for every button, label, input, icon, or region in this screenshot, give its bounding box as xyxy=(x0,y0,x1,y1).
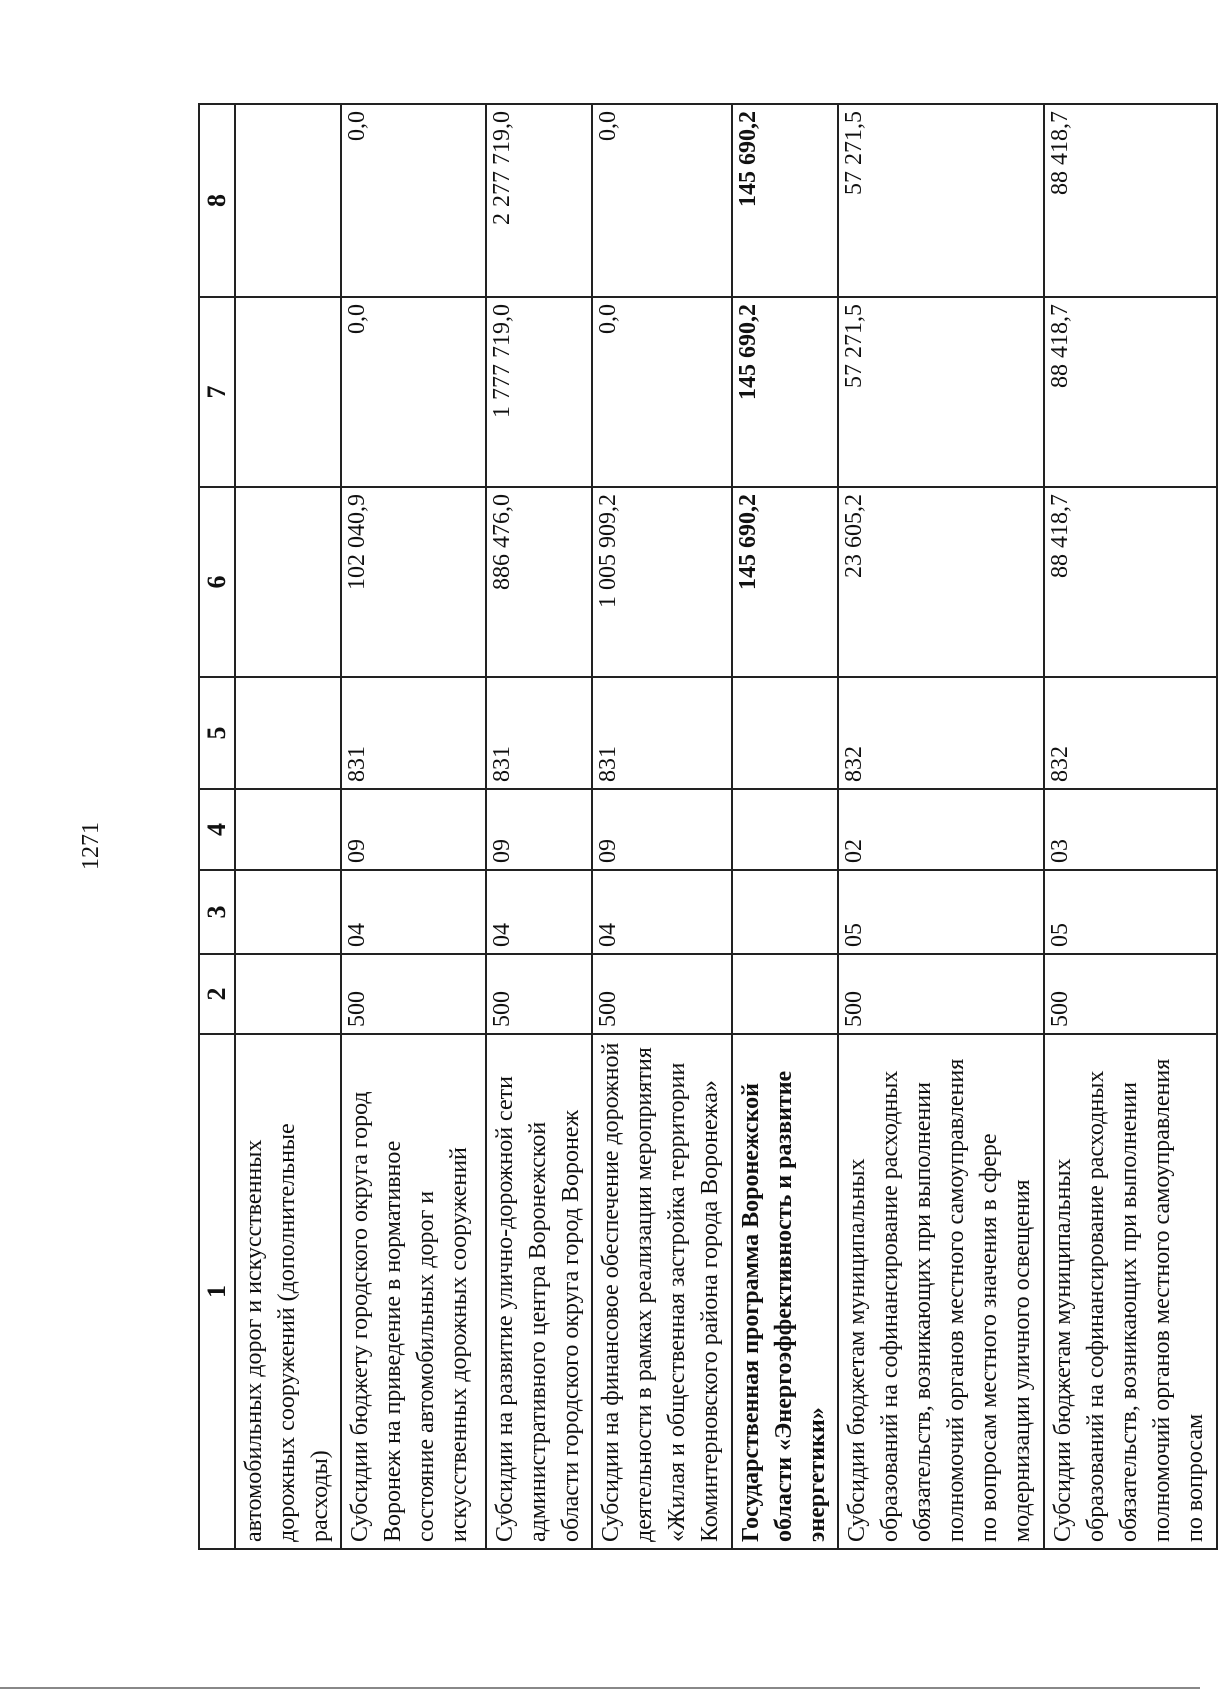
row-col-8: 57 271,5 xyxy=(838,104,1044,297)
row-col-6: 145 690,2 xyxy=(732,487,838,677)
header-col-4: 4 xyxy=(199,789,235,870)
row-col-4: 09 xyxy=(341,789,486,870)
row-col-5 xyxy=(732,677,838,789)
row-col-4: 09 xyxy=(592,789,732,870)
row-col-3 xyxy=(732,870,838,954)
row-col-6: 102 040,9 xyxy=(341,487,486,677)
row-col-5 xyxy=(235,677,341,789)
row-col-6: 886 476,0 xyxy=(486,487,592,677)
row-col-7: 88 418,7 xyxy=(1044,297,1217,487)
row-col-5: 832 xyxy=(1044,677,1217,789)
row-col-4: 09 xyxy=(486,789,592,870)
row-col-7: 0,0 xyxy=(592,297,732,487)
row-name: Субсидии на развитие улично-дорожной сети административного центра Воронежской области городского округа город Воронеж xyxy=(486,1034,592,1549)
row-col-5: 831 xyxy=(341,677,486,789)
row-col-8: 0,0 xyxy=(341,104,486,297)
row-col-4: 03 xyxy=(1044,789,1217,870)
row-col-2: 500 xyxy=(1044,954,1217,1034)
row-col-7: 0,0 xyxy=(341,297,486,487)
row-col-3: 04 xyxy=(592,870,732,954)
table-row xyxy=(341,104,486,1549)
row-col-6: 23 605,2 xyxy=(838,487,1044,677)
table-row xyxy=(486,104,592,1549)
row-col-3 xyxy=(235,870,341,954)
row-col-2: 500 xyxy=(486,954,592,1034)
header-col-6: 6 xyxy=(199,487,235,677)
row-col-8: 145 690,2 xyxy=(732,104,838,297)
budget-table-rotated xyxy=(198,105,1218,1550)
row-name: автомобильных дорог и искусственных дорожных сооружений (дополнительные расходы) xyxy=(235,1034,341,1549)
row-col-5: 832 xyxy=(838,677,1044,789)
row-col-2: 500 xyxy=(592,954,732,1034)
row-col-8: 88 418,7 xyxy=(1044,104,1217,297)
budget-table xyxy=(198,103,1218,1550)
row-col-8: 2 277 719,0 xyxy=(486,104,592,297)
row-name: Государственная программа Воронежской области «Энергоэффективность и развитие энергетики» xyxy=(732,1034,838,1549)
row-col-7: 145 690,2 xyxy=(732,297,838,487)
row-col-3: 04 xyxy=(341,870,486,954)
row-col-2: 500 xyxy=(838,954,1044,1034)
row-name: Субсидии бюджету городского округа город Воронеж на приведение в нормативное состояние автомобильных дорог и искусственных дорожных сооружений xyxy=(341,1034,486,1549)
row-col-3: 05 xyxy=(838,870,1044,954)
row-col-3: 05 xyxy=(1044,870,1217,954)
row-col-4: 02 xyxy=(838,789,1044,870)
bottom-scan-edge xyxy=(0,1687,1200,1689)
header-col-3: 3 xyxy=(199,870,235,954)
row-name: Субсидии бюджетам муниципальных образований на софинансирование расходных обязательств, возникающих при выполнении полномочий органов местного самоуправления по вопросам xyxy=(1044,1034,1217,1549)
row-col-7: 1 777 719,0 xyxy=(486,297,592,487)
row-col-6 xyxy=(235,487,341,677)
table-row xyxy=(1044,104,1217,1549)
row-col-2 xyxy=(235,954,341,1034)
header-row xyxy=(199,104,235,1549)
row-col-5: 831 xyxy=(592,677,732,789)
header-col-8: 8 xyxy=(199,104,235,297)
row-col-8 xyxy=(235,104,341,297)
table-row xyxy=(592,104,732,1549)
header-col-2: 2 xyxy=(199,954,235,1034)
row-col-4 xyxy=(235,789,341,870)
row-col-2 xyxy=(732,954,838,1034)
row-col-7 xyxy=(235,297,341,487)
table-row-program xyxy=(732,104,838,1549)
row-col-7: 57 271,5 xyxy=(838,297,1044,487)
row-col-6: 88 418,7 xyxy=(1044,487,1217,677)
header-col-5: 5 xyxy=(199,677,235,789)
table-row xyxy=(838,104,1044,1549)
row-col-5: 831 xyxy=(486,677,592,789)
header-col-7: 7 xyxy=(199,297,235,487)
row-col-4 xyxy=(732,789,838,870)
row-name: Субсидии на финансовое обеспечение дорожной деятельности в рамках реализации мероприятия «Жилая и общественная застройка территории Коминтерновского района города Воронежа» xyxy=(592,1034,732,1549)
row-col-2: 500 xyxy=(341,954,486,1034)
row-col-8: 0,0 xyxy=(592,104,732,297)
header-col-1: 1 xyxy=(199,1034,235,1549)
page-number: 1271 xyxy=(78,822,104,870)
row-name: Субсидии бюджетам муниципальных образований на софинансирование расходных обязательств, возникающих при выполнении полномочий органов местного самоуправления по вопросам местного значения в сфере модернизации уличного освещения xyxy=(838,1034,1044,1549)
table-row xyxy=(235,104,341,1549)
row-col-6: 1 005 909,2 xyxy=(592,487,732,677)
row-col-3: 04 xyxy=(486,870,592,954)
